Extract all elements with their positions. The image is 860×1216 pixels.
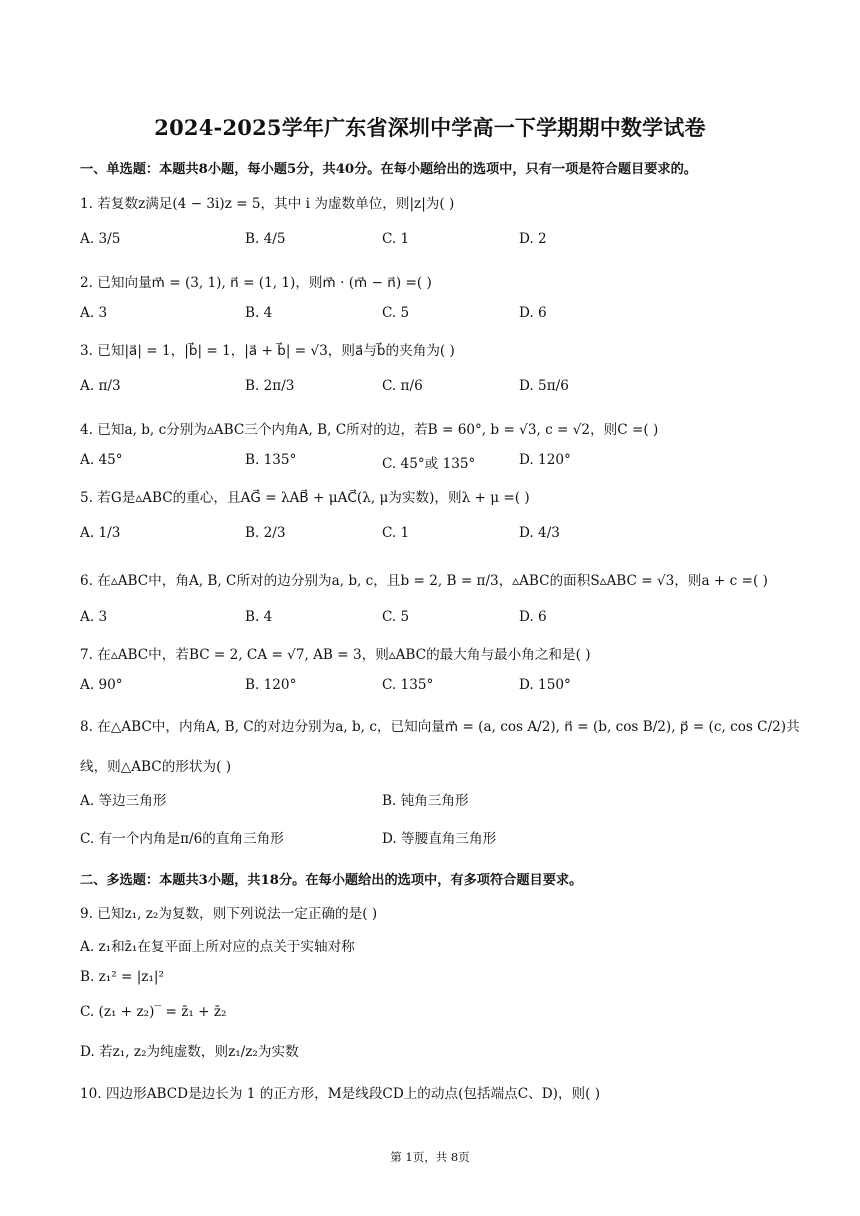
question-6-option-a: A. 3 — [80, 609, 108, 625]
question-4-option-c: C. 45°或 135° — [382, 456, 476, 472]
question-5-option-d: D. 4/3 — [519, 525, 560, 541]
question-9-option-a: A. z₁和z̄₁在复平面上所对应的点关于实轴对称 — [80, 939, 355, 955]
question-9-option-d: D. 若z₁, z₂为纯虚数，则z₁/z₂为实数 — [80, 1044, 299, 1060]
question-4-option-d: D. 120° — [519, 452, 571, 468]
question-7-stem: 7. 在▵ABC中，若BC = 2, CA = √7, AB = 3，则▵ABC的最大角与最小角之和是( ) — [80, 647, 591, 663]
question-10-stem: 10. 四边形ABCD是边长为 1 的正方形，M是线段CD上的动点(包括端点C、D)，则( ) — [80, 1086, 601, 1102]
question-8-option-d: D. 等腰直角三角形 — [382, 831, 497, 847]
question-6-option-b: B. 4 — [245, 609, 273, 625]
question-9-option-c: C. (z₁ + z₂)‾ = z̄₁ + z̄₂ — [80, 1004, 227, 1020]
question-8-option-a: A. 等边三角形 — [80, 793, 167, 809]
question-6-option-c: C. 5 — [382, 609, 410, 625]
question-8-stem: 8. 在△ABC中，内角A, B, C的对边分别为a, b, c，已知向量m⃗ = (a, cos A/2), n⃗ = (b, cos B/2), p⃗ = (c, cos C/2)共 — [80, 719, 800, 735]
question-5-stem: 5. 若G是▵ABC的重心，且AG⃗ = λAB⃗ + μAC⃗(λ, μ为实数)，则λ + μ =( ) — [80, 490, 530, 506]
question-1-option-a: A. 3/5 — [80, 231, 121, 247]
question-2-stem: 2. 已知向量m⃗ = (3, 1), n⃗ = (1, 1)，则m⃗ · (m⃗ − n⃗) =( ) — [80, 275, 432, 291]
section-single-choice-heading: 一、单选题：本题共8小题，每小题5分，共40分。在每小题给出的选项中，只有一项是符合题目要求的。 — [80, 162, 697, 177]
question-7-option-c: C. 135° — [382, 677, 434, 693]
question-4-option-a: A. 45° — [80, 452, 123, 468]
question-9-stem: 9. 已知z₁, z₂为复数，则下列说法一定正确的是( ) — [80, 906, 378, 922]
question-3-option-a: A. π/3 — [80, 378, 121, 394]
question-6-stem: 6. 在▵ABC中，角A, B, C所对的边分别为a, b, c，且b = 2, B = π/3，▵ABC的面积S▵ABC = √3，则a + c =( ) — [80, 573, 768, 589]
section-multiple-choice-heading: 二、多选题：本题共3小题，共18分。在每小题给出的选项中，有多项符合题目要求。 — [80, 873, 583, 888]
question-5-option-a: A. 1/3 — [80, 525, 121, 541]
question-7-option-d: D. 150° — [519, 677, 571, 693]
question-8-option-c: C. 有一个内角是π/6的直角三角形 — [80, 831, 284, 847]
question-2-option-a: A. 3 — [80, 305, 108, 321]
page-footer: 第 1页，共 8页 — [390, 1150, 470, 1164]
question-3-stem: 3. 已知|a⃗| = 1，|b⃗| = 1，|a⃗ + b⃗| = √3，则a⃗与b⃗的夹角为( ) — [80, 343, 455, 359]
question-1-stem: 1. 若复数z满足(4 − 3i)z = 5，其中 i 为虚数单位，则|z|为( ) — [80, 196, 455, 212]
question-2-option-d: D. 6 — [519, 305, 547, 321]
question-3-option-c: C. π/6 — [382, 378, 423, 394]
question-8-stem-continued: 线，则△ABC的形状为( ) — [80, 759, 231, 775]
question-7-option-a: A. 90° — [80, 677, 123, 693]
question-2-option-c: C. 5 — [382, 305, 410, 321]
question-1-option-d: D. 2 — [519, 231, 547, 247]
question-3-option-b: B. 2π/3 — [245, 378, 295, 394]
question-8-option-b: B. 钝角三角形 — [382, 793, 469, 809]
question-1-option-b: B. 4/5 — [245, 231, 286, 247]
question-4-option-b: B. 135° — [245, 452, 297, 468]
question-1-option-c: C. 1 — [382, 231, 410, 247]
question-9-option-b: B. z₁² = |z₁|² — [80, 969, 164, 985]
page-title: 2024-2025学年广东省深圳中学高一下学期期中数学试卷 — [154, 115, 706, 140]
question-2-option-b: B. 4 — [245, 305, 273, 321]
question-3-option-d: D. 5π/6 — [519, 378, 569, 394]
question-5-option-c: C. 1 — [382, 525, 410, 541]
question-7-option-b: B. 120° — [245, 677, 297, 693]
question-5-option-b: B. 2/3 — [245, 525, 286, 541]
question-4-stem: 4. 已知a, b, c分别为▵ABC三个内角A, B, C所对的边，若B = 60°, b = √3, c = √2，则C =( ) — [80, 422, 659, 438]
question-6-option-d: D. 6 — [519, 609, 547, 625]
